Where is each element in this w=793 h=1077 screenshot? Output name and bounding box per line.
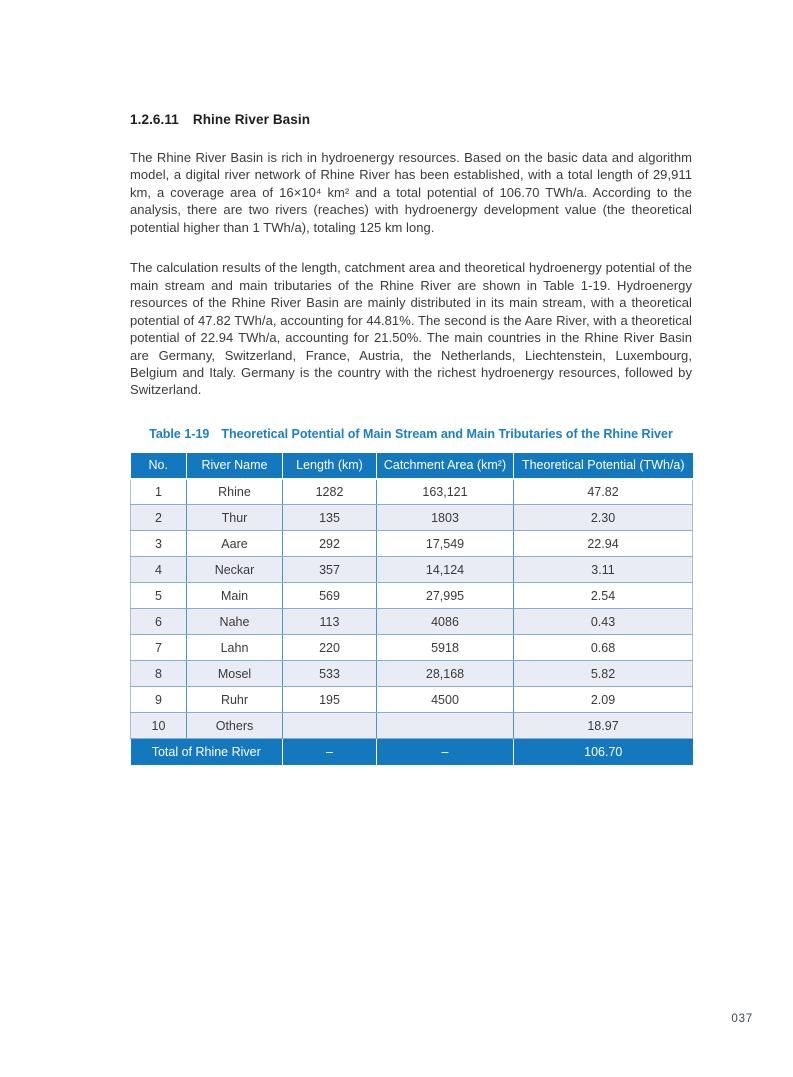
table-row (131, 713, 693, 739)
page-number: 037 (731, 1013, 753, 1025)
total-row-length: – (283, 739, 377, 765)
table-cell (283, 713, 377, 739)
table-cell: 220 (283, 635, 377, 661)
table-cell: 0.68 (514, 635, 693, 661)
table-cell: 5 (131, 583, 187, 609)
table-row (131, 557, 693, 583)
table-cell: 2.30 (514, 505, 693, 531)
table-footer (131, 739, 693, 765)
table-cell: 2 (131, 505, 187, 531)
table-cell: 357 (283, 557, 377, 583)
table-cell: 1 (131, 479, 187, 505)
data-table (130, 453, 693, 765)
table-cell: 1803 (377, 505, 514, 531)
table-cell: 3.11 (514, 557, 693, 583)
column-header-river-name: River Name (187, 453, 283, 479)
table-cell: 163,121 (377, 479, 514, 505)
table-cell: Main (187, 583, 283, 609)
table-cell: 9 (131, 687, 187, 713)
table-cell: 47.82 (514, 479, 693, 505)
table-cell: 22.94 (514, 531, 693, 557)
table-row (131, 583, 693, 609)
column-header-catchment-area: Catchment Area (km²) (377, 453, 514, 479)
table-cell: 113 (283, 609, 377, 635)
table-cell: Others (187, 713, 283, 739)
table-cell: 18.97 (514, 713, 693, 739)
table-cell: 6 (131, 609, 187, 635)
table-cell: Nahe (187, 609, 283, 635)
total-row-catchment-area: – (377, 739, 514, 765)
column-header-no: No. (131, 453, 187, 479)
table-body (131, 479, 693, 739)
total-row-label: Total of Rhine River (131, 739, 283, 765)
total-row-potential: 106.70 (514, 739, 693, 765)
table-row (131, 687, 693, 713)
paragraph-1: The Rhine River Basin is rich in hydroenergy resources. Based on the basic data and algorithm model, a digital river network of Rhine River has been established, with a total length of 29,911 km, a coverage area of 16×10⁴ km² and a total potential of 106.70 TWh/a. According to the analysis, there are two rivers (reaches) with hydroenergy development value (the theoretical potential higher than 1 TWh/a), totaling 125 km long. (130, 150, 692, 235)
table-caption-text: Theoretical Potential of Main Stream and Main Tributaries of the Rhine River (221, 426, 673, 441)
page-content (130, 112, 692, 765)
table-header (131, 453, 693, 479)
table-cell: 17,549 (377, 531, 514, 557)
table-row (131, 505, 693, 531)
table-cell: 533 (283, 661, 377, 687)
section-title: Rhine River Basin (192, 112, 311, 127)
table-row (131, 635, 693, 661)
table-cell: 4086 (377, 609, 514, 635)
table-cell: 28,168 (377, 661, 514, 687)
section-number: 1.2.6.11 (130, 112, 179, 127)
table-row (131, 531, 693, 557)
table-cell: 8 (131, 661, 187, 687)
table-caption-label: Table 1-19 (149, 426, 210, 441)
table-cell (377, 713, 514, 739)
table-cell: 10 (131, 713, 187, 739)
table-cell: Mosel (187, 661, 283, 687)
table-cell: 3 (131, 531, 187, 557)
table-cell: 14,124 (377, 557, 514, 583)
table-cell: Thur (187, 505, 283, 531)
table-cell: 7 (131, 635, 187, 661)
table-cell: 27,995 (377, 583, 514, 609)
section-heading (130, 112, 692, 127)
table-cell: Rhine (187, 479, 283, 505)
table-cell: 135 (283, 505, 377, 531)
table-total-row (131, 739, 693, 765)
column-header-length: Length (km) (283, 453, 377, 479)
table-cell: 5918 (377, 635, 514, 661)
paragraph-2: The calculation results of the length, catchment area and theoretical hydroenergy potential of the main stream and main tributaries of the Rhine River are shown in Table 1-19. Hydroenergy resources of the Rhine River Basin are mainly distributed in its main stream, with a theoretical potential of 47.82 TWh/a, accounting for 44.81%. The second is the Aare River, with a theoretical potential of 22.94 TWh/a, accounting for 21.50%. The main countries in the Rhine River Basin are Germany, Switzerland, France, Austria, the Netherlands, Liechtenstein, Luxembourg, Belgium and Italy. Germany is the country with the richest hydroenergy resources, followed by Switzerland. (130, 260, 692, 398)
table-cell: 2.09 (514, 687, 693, 713)
table-cell: 4500 (377, 687, 514, 713)
table-cell: 4 (131, 557, 187, 583)
table-row (131, 609, 693, 635)
table-cell: 1282 (283, 479, 377, 505)
table-cell: 569 (283, 583, 377, 609)
table-row (131, 661, 693, 687)
table-cell: Neckar (187, 557, 283, 583)
table-cell: Lahn (187, 635, 283, 661)
table-row (131, 479, 693, 505)
table-cell: 0.43 (514, 609, 693, 635)
table-cell: Ruhr (187, 687, 283, 713)
column-header-theoretical-potential: Theoretical Potential (TWh/a) (514, 453, 693, 479)
table-cell: Aare (187, 531, 283, 557)
table-cell: 292 (283, 531, 377, 557)
table-cell: 195 (283, 687, 377, 713)
table-cell: 5.82 (514, 661, 693, 687)
table-caption (130, 427, 692, 441)
table-header-row (131, 453, 693, 479)
table-cell: 2.54 (514, 583, 693, 609)
